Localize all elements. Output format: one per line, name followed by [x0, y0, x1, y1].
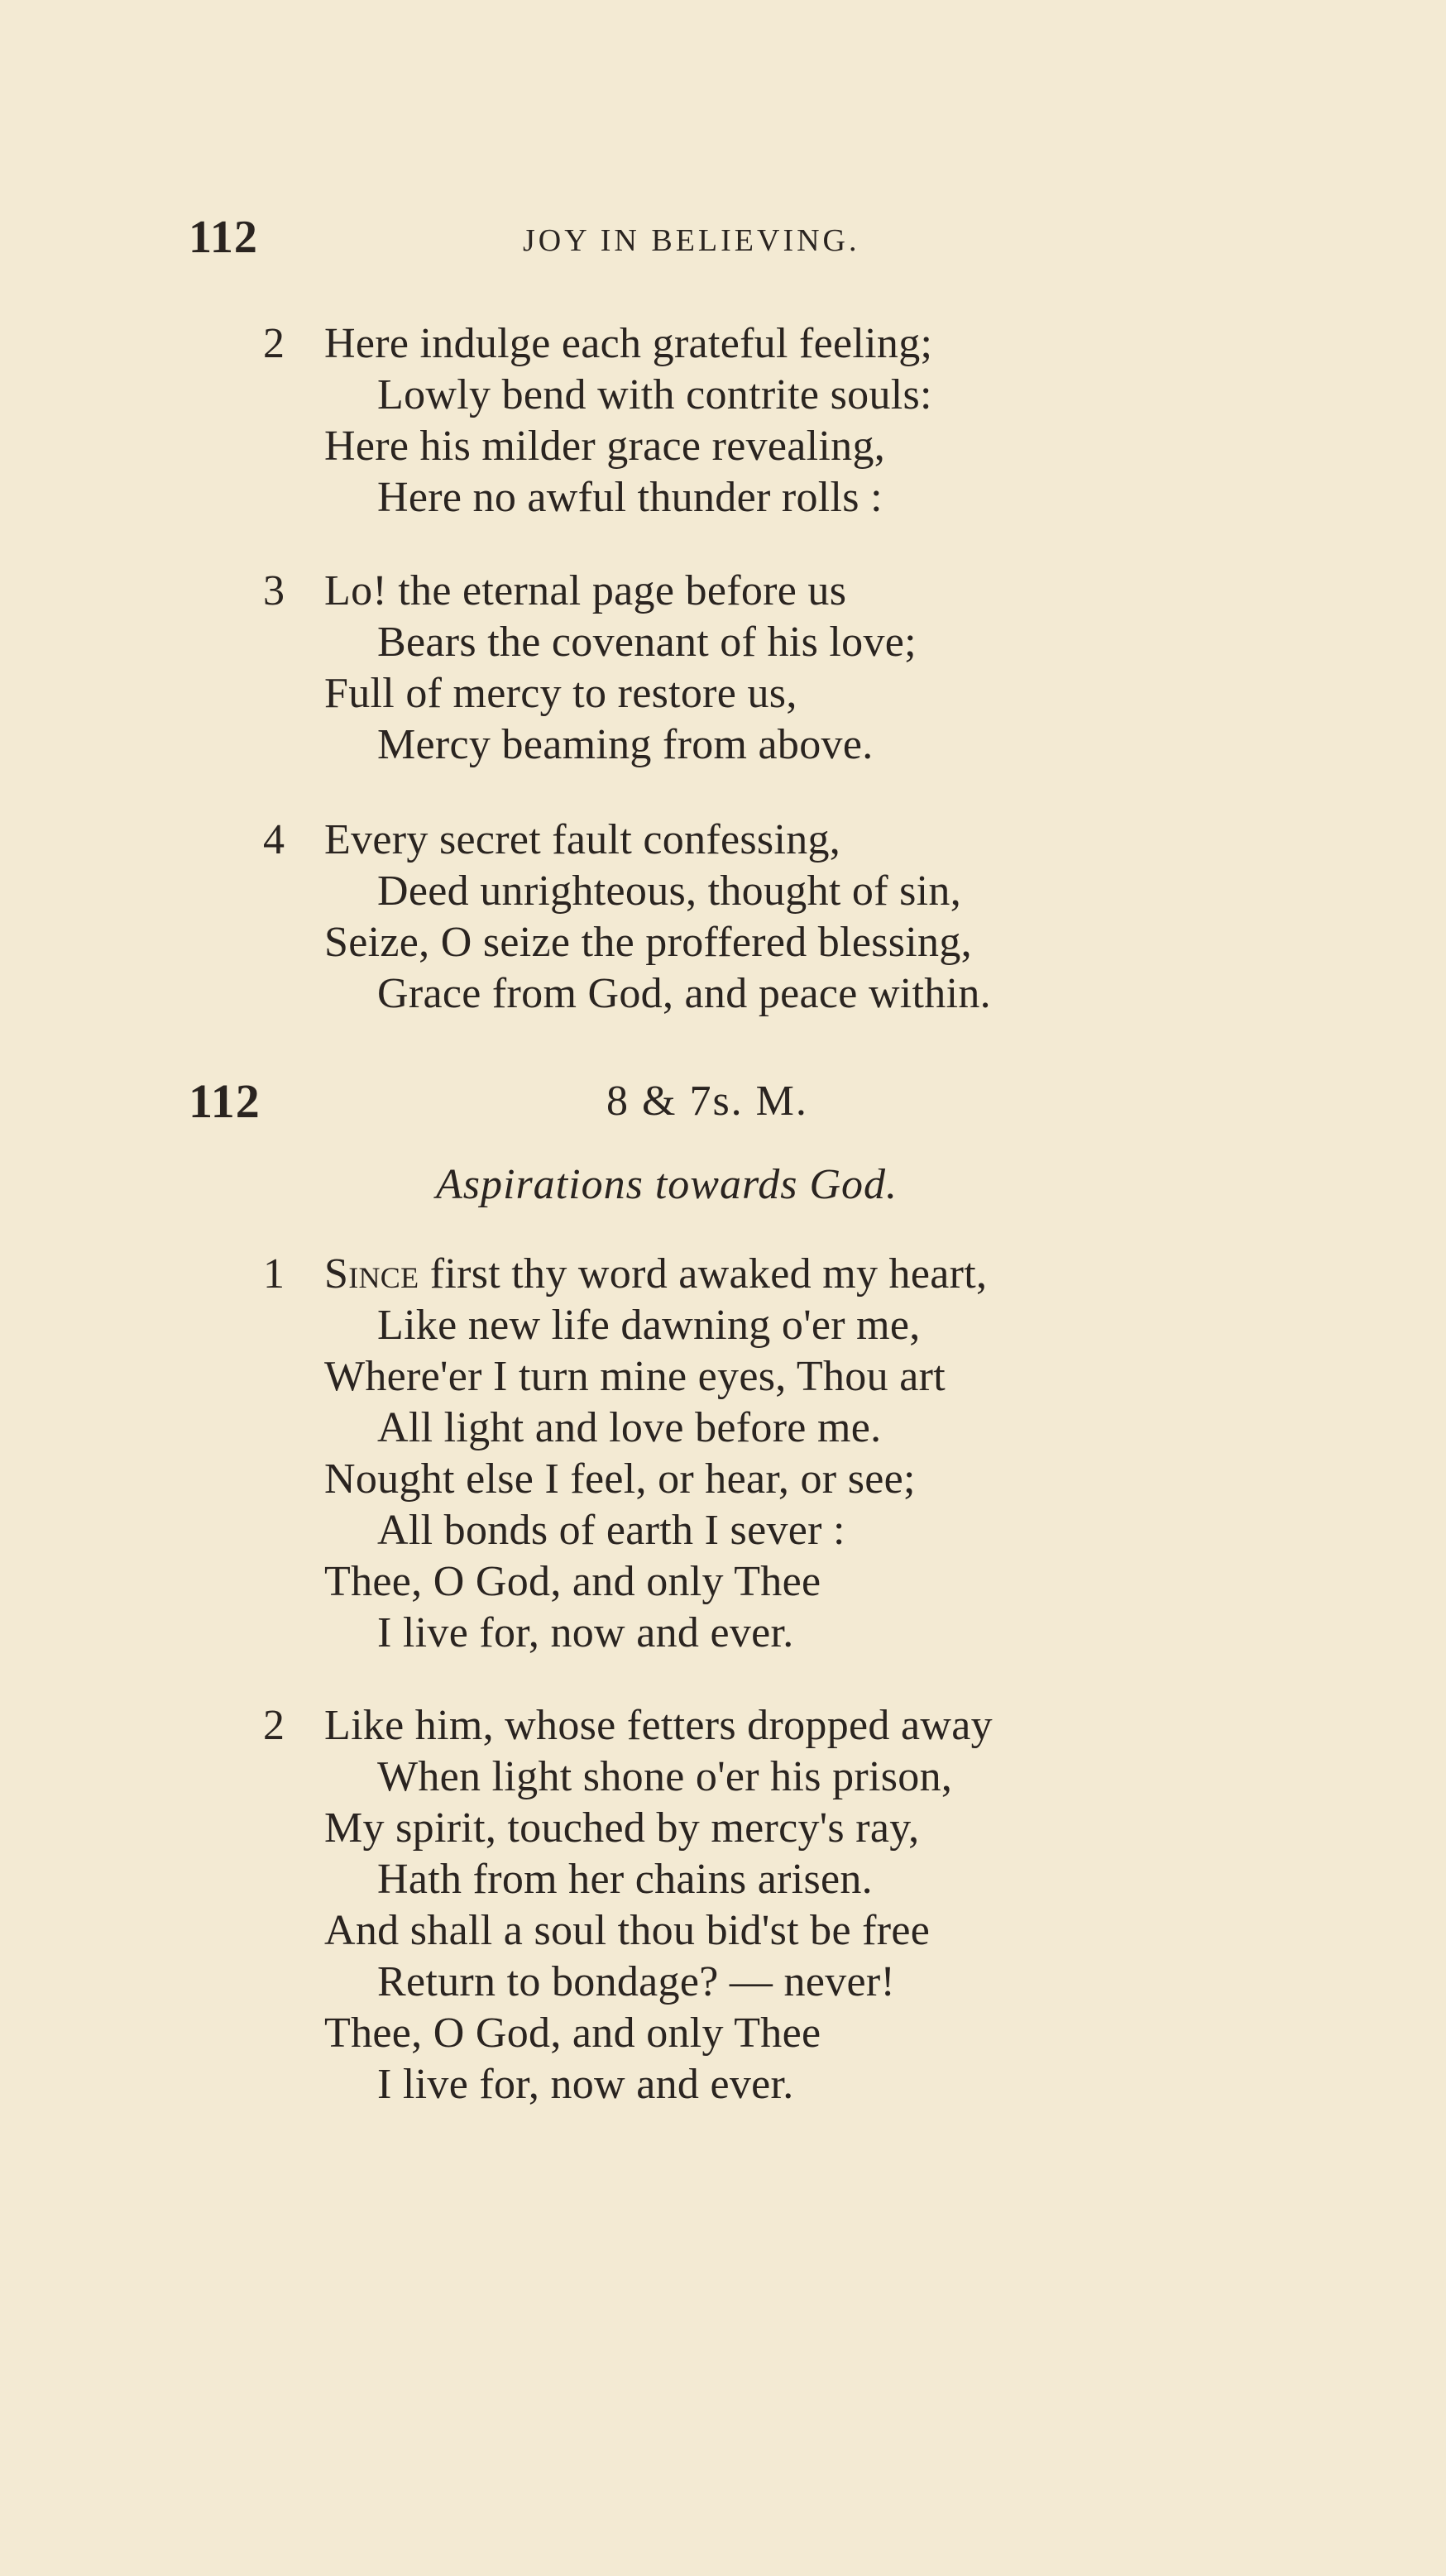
- verse-line: Deed unrighteous, thought of sin,: [377, 867, 962, 915]
- verse-line: I live for, now and ever.: [377, 2061, 794, 2108]
- running-title: JOY IN BELIEVING.: [523, 223, 860, 258]
- running-head: [0, 211, 1446, 269]
- verse-line: [324, 1249, 987, 1300]
- verse-line: Here his milder grace revealing,: [324, 423, 886, 470]
- verse-line: Return to bondage? — never!: [377, 1958, 896, 2005]
- verse-line: Bears the covenant of his love;: [377, 619, 917, 666]
- hymn-number: 112: [189, 1074, 261, 1128]
- verse-line: Thee, O God, and only Thee: [324, 2010, 821, 2057]
- verse-line: Lo! the eternal page before us: [324, 567, 847, 614]
- verse-line: Grace from God, and peace within.: [377, 970, 991, 1017]
- verse-line: My spirit, touched by mercy's ray,: [324, 1804, 920, 1852]
- verse-line: Hath from her chains arisen.: [377, 1856, 873, 1903]
- verse-line: Seize, O seize the proffered blessing,: [324, 919, 972, 966]
- verse-line: Mercy beaming from above.: [377, 721, 874, 768]
- verse-line: Like him, whose fetters dropped away: [324, 1702, 993, 1749]
- verse-line-rest: first thy word awaked my heart,: [419, 1250, 988, 1298]
- verse-line: Every secret fault confessing,: [324, 816, 841, 863]
- hymn-title: Aspirations towards God.: [436, 1161, 898, 1208]
- verse-line: Full of mercy to restore us,: [324, 670, 797, 717]
- hymn-meter: 8 & 7s. M.: [606, 1078, 808, 1125]
- verse-line: Here no awful thunder rolls :: [377, 474, 883, 521]
- verse-line: I live for, now and ever.: [377, 1609, 794, 1656]
- page-number: 112: [189, 212, 258, 263]
- stanza-number: 2: [263, 320, 285, 367]
- stanza-number: 4: [263, 816, 285, 863]
- verse-line: Here indulge each grateful feeling;: [324, 320, 933, 367]
- verse-line: Thee, O God, and only Thee: [324, 1558, 821, 1605]
- stanza-number: 3: [263, 567, 285, 614]
- verse-line: Nought else I feel, or hear, or see;: [324, 1455, 916, 1503]
- verse-line: Like new life dawning o'er me,: [377, 1302, 921, 1349]
- verse-line: All bonds of earth I sever :: [377, 1507, 845, 1554]
- verse-line: Where'er I turn mine eyes, Thou art: [324, 1353, 946, 1400]
- first-word-smallcaps: Since: [324, 1250, 419, 1298]
- stanza-number: 2: [263, 1702, 285, 1749]
- verse-line: When light shone o'er his prison,: [377, 1753, 953, 1800]
- verse-line: All light and love before me.: [377, 1404, 882, 1451]
- verse-line: And shall a soul thou bid'st be free: [324, 1907, 931, 1954]
- verse-line: Lowly bend with contrite souls:: [377, 371, 932, 418]
- stanza-number: 1: [263, 1250, 285, 1298]
